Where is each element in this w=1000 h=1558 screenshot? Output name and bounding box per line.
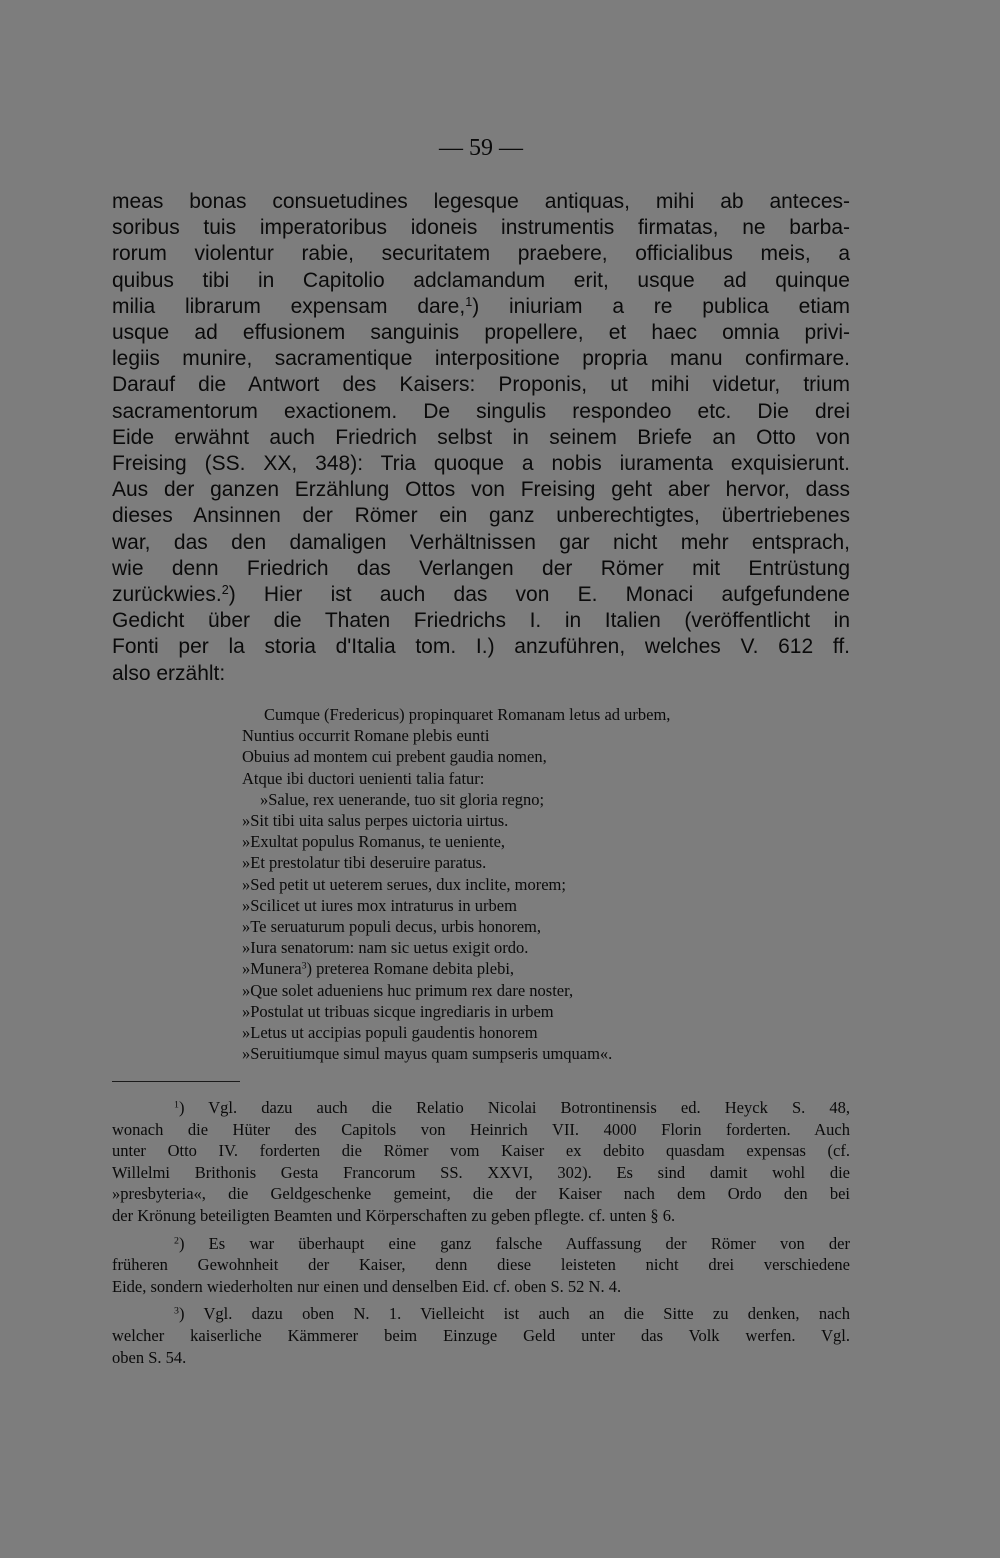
page-number: — 59 — <box>439 135 523 161</box>
text-line: sacramentorum exactionem. De singulis respondeo etc. Die drei <box>112 399 850 423</box>
text-line <box>112 294 850 320</box>
poem-verse: »Que solet adueniens huc primum rex dare noster, <box>242 980 574 1000</box>
text-fragment: milia librarum expensam dare, <box>112 294 466 318</box>
poem-verse: »Iura senatorum: nam sic uetus exigit ordo. <box>242 938 529 958</box>
text-line: meas bonas consuetudines legesque antiquas, mihi ab anteces- <box>112 190 850 213</box>
poem-verse: »Postulat ut tribuas sicque ingrediaris in urbem <box>242 1001 554 1021</box>
poem-verse: »Te seruaturum populi decus, urbis honorem, <box>242 917 541 937</box>
footnote-line <box>112 1097 850 1119</box>
footnote-3 <box>112 1303 850 1368</box>
footnote-2 <box>112 1233 850 1298</box>
poem-verse <box>242 958 822 979</box>
footnote-line: Eide, sondern wiederholten nur einen und denselben Eid. cf. oben S. 52 N. 4. <box>112 1276 622 1296</box>
text-line: Eide erwähnt auch Friedrich selbst in seinem Briefe an Otto von <box>112 425 850 449</box>
footnote-ref-1: 1 <box>465 294 473 309</box>
footnote-marker: 3 <box>174 1305 179 1317</box>
book-page <box>112 0 850 1558</box>
text-line: Aus der ganzen Erzählung Ottos von Freising geht aber hervor, dass <box>112 478 850 502</box>
footnote-text: ) Es war überhaupt eine ganz falsche Auffassung der Römer von der <box>178 1233 850 1253</box>
poem-verse: »Et prestolatur tibi deseruire paratus. <box>242 853 487 873</box>
footnote-line: unter Otto IV. forderten die Römer vom Kaiser ex debito quasdam expensas (cf. <box>112 1141 850 1161</box>
text-line: Fonti per la storia d'Italia tom. I.) anzuführen, welches V. 612 ff. <box>112 635 850 659</box>
poem-verse: »Scilicet ut iures mox intraturus in urbem <box>242 895 517 915</box>
text-line: rorum violentur rabie, securitatem praebere, officialibus meis, a <box>112 242 850 266</box>
text-line: wie denn Friedrich das Verlangen der Römer mit Entrüstung <box>112 556 850 580</box>
verse-fragment: ) preterea Romane debita plebi, <box>306 959 515 979</box>
poem-verse: »Seruitiumque simul mayus quam sumpseris umquam«. <box>242 1044 613 1064</box>
text-line <box>112 582 850 608</box>
text-line: dieses Ansinnen der Römer ein ganz unberechtigtes, übertriebenes <box>112 504 850 528</box>
poem-verse: »Sit tibi uita salus perpes uictoria uirtus. <box>242 811 509 831</box>
poem-verse: »Sed petit ut ueterem serues, dux inclite, morem; <box>242 874 566 894</box>
footnotes <box>112 1097 850 1374</box>
poem-verse: »Salue, rex uenerande, tuo sit gloria regno; <box>260 789 545 809</box>
footnote-line: der Krönung beteiligten Beamten und Körperschaften zu geben pflegte. cf. unten § 6. <box>112 1205 676 1225</box>
footnote-ref-2: 2 <box>221 583 229 598</box>
text-line: soribus tuis imperatoribus idoneis instrumentis firmatas, ne barba- <box>112 216 850 240</box>
footnote-line: welcher kaiserliche Kämmerer beim Einzuge Geld unter das Volk werfen. Vgl. <box>112 1325 850 1345</box>
text-line: war, das den damaligen Verhältnissen gar nicht mehr entsprach, <box>112 530 850 554</box>
poem-verse: »Exultat populus Romanus, te ueniente, <box>242 832 506 852</box>
poem-verse: Atque ibi ductori uenienti talia fatur: <box>242 768 485 788</box>
text-line: Freising (SS. XX, 348): Tria quoque a nobis iuramenta exquisierunt. <box>112 452 850 476</box>
text-fragment: ) iniuriam a re publica etiam <box>472 294 850 318</box>
footnote-text: ) Vgl. dazu oben N. 1. Vielleicht ist auch an die Sitte zu denken, nach <box>178 1304 850 1324</box>
footnote-line: oben S. 54. <box>112 1347 187 1367</box>
text-line: quibus tibi in Capitolio adclamandum erit, usque ad quinque <box>112 268 850 292</box>
poem-verse: »Letus ut accipias populi gaudentis honorem <box>242 1023 538 1043</box>
footnote-marker: 2 <box>174 1235 179 1247</box>
footnote-1 <box>112 1097 850 1227</box>
footnote-ref-3: 3 <box>301 961 307 972</box>
text-fragment: zurückwies. <box>112 583 222 607</box>
footnote-line: »presbyteria«, die Geldgeschenke gemeint, die der Kaiser nach dem Ordo den bei <box>112 1184 850 1204</box>
main-paragraph <box>112 189 850 687</box>
footnote-line <box>112 1233 850 1255</box>
verse-fragment: »Munera <box>242 959 302 979</box>
text-line: Gedicht über die Thaten Friedrichs I. in Italien (veröffentlicht in <box>112 609 850 633</box>
poem-quotation <box>242 704 822 1064</box>
text-line: also erzählt: <box>112 661 226 685</box>
footnote-line: Willelmi Brithonis Gesta Francorum SS. XXVI, 302). Es sind damit wohl die <box>112 1162 850 1182</box>
footnote-marker: 1 <box>174 1099 179 1111</box>
footnote-text: ) Vgl. dazu auch die Relatio Nicolai Botrontinensis ed. Heyck S. 48, <box>178 1098 850 1117</box>
text-fragment: ) Hier ist auch das von E. Monaci aufgefundene <box>228 583 850 607</box>
text-line: usque ad effusionem sanguinis propellere, et haec omnia privi- <box>112 321 850 345</box>
footnote-separator <box>112 1081 240 1082</box>
footnote-line: früheren Gewohnheit der Kaiser, denn diese leisteten nicht drei verschiedene <box>112 1255 850 1275</box>
text-line: Darauf die Antwort des Kaisers: Proponis, ut mihi videtur, trium <box>112 373 850 397</box>
poem-verse: Obuius ad montem cui prebent gaudia nomen, <box>242 747 547 767</box>
footnote-line <box>112 1303 850 1325</box>
footnote-line: wonach die Hüter des Capitols von Heinrich VII. 4000 Florin forderten. Auch <box>112 1119 850 1139</box>
poem-verse: Nuntius occurrit Romane plebis eunti <box>242 726 490 746</box>
text-line: legiis munire, sacramentique interpositione propria manu confirmare. <box>112 347 850 371</box>
poem-verse: Cumque (Fredericus) propinquaret Romanam letus ad urbem, <box>264 705 671 724</box>
